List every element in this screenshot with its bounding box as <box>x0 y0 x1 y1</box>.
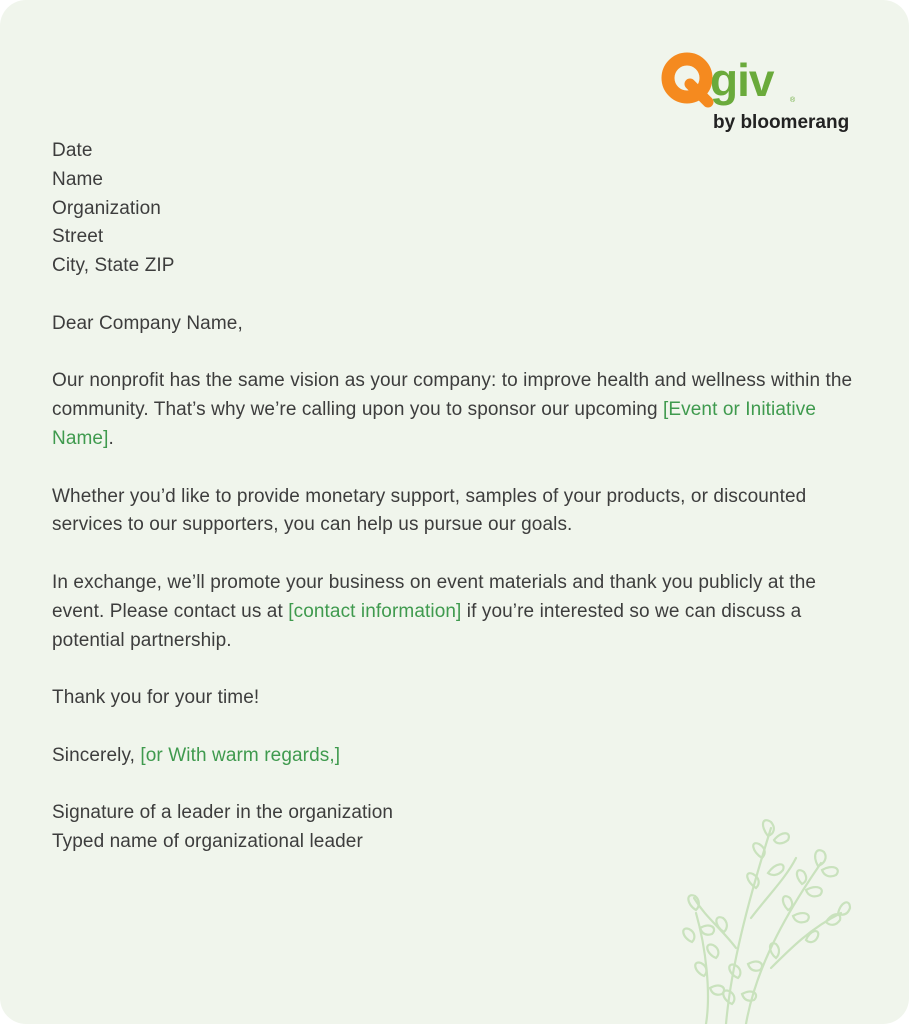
closing-text: Sincerely, <box>52 744 141 766</box>
date-line: Date <box>52 140 93 161</box>
contact-info-placeholder: [contact information] <box>288 600 462 622</box>
closing-line <box>52 742 872 771</box>
paragraph-vision <box>52 367 872 453</box>
paragraph-vision-text: Our nonprofit has the same vision as your company: to improve health and wellness within the community. That’s why we’re calling upon you to sponsor our upcoming <box>52 370 853 421</box>
svg-text:by bloomerang: by bloomerang <box>713 112 850 133</box>
closing-alternative-placeholder: [or With warm regards,] <box>140 744 341 766</box>
svg-text:giv: giv <box>710 54 774 106</box>
plant-decoration <box>676 818 856 1024</box>
letter-body <box>52 137 872 857</box>
paragraph-exchange-after: if you’re interested so we can discuss a potential partnership. <box>52 600 802 651</box>
typed-name-line: Typed name of organizational leader <box>52 831 363 853</box>
qgiv-logo <box>660 50 870 134</box>
paragraph-support: Whether you’d like to provide monetary support, samples of your products, or discounted services to our supporters, you can help us pursue our goals. <box>52 485 807 536</box>
paragraph-exchange <box>52 569 872 655</box>
organization-line: Organization <box>52 197 161 219</box>
city-state-zip-line: City, State ZIP <box>52 255 175 277</box>
paragraph-vision-end: . <box>108 427 114 449</box>
thank-you-line: Thank you for your time! <box>52 687 260 709</box>
event-name-placeholder: [Event or Initiative Name] <box>52 399 817 449</box>
svg-text:®: ® <box>790 97 796 104</box>
paragraph-exchange-before: In exchange, we’ll promote your business on event materials and thank you publicly at the event. Please contact us at <box>52 571 817 622</box>
salutation: Dear Company Name, <box>52 312 243 334</box>
street-line: Street <box>52 226 104 248</box>
name-line: Name <box>52 168 104 190</box>
signature-line: Signature of a leader in the organization <box>52 802 394 824</box>
